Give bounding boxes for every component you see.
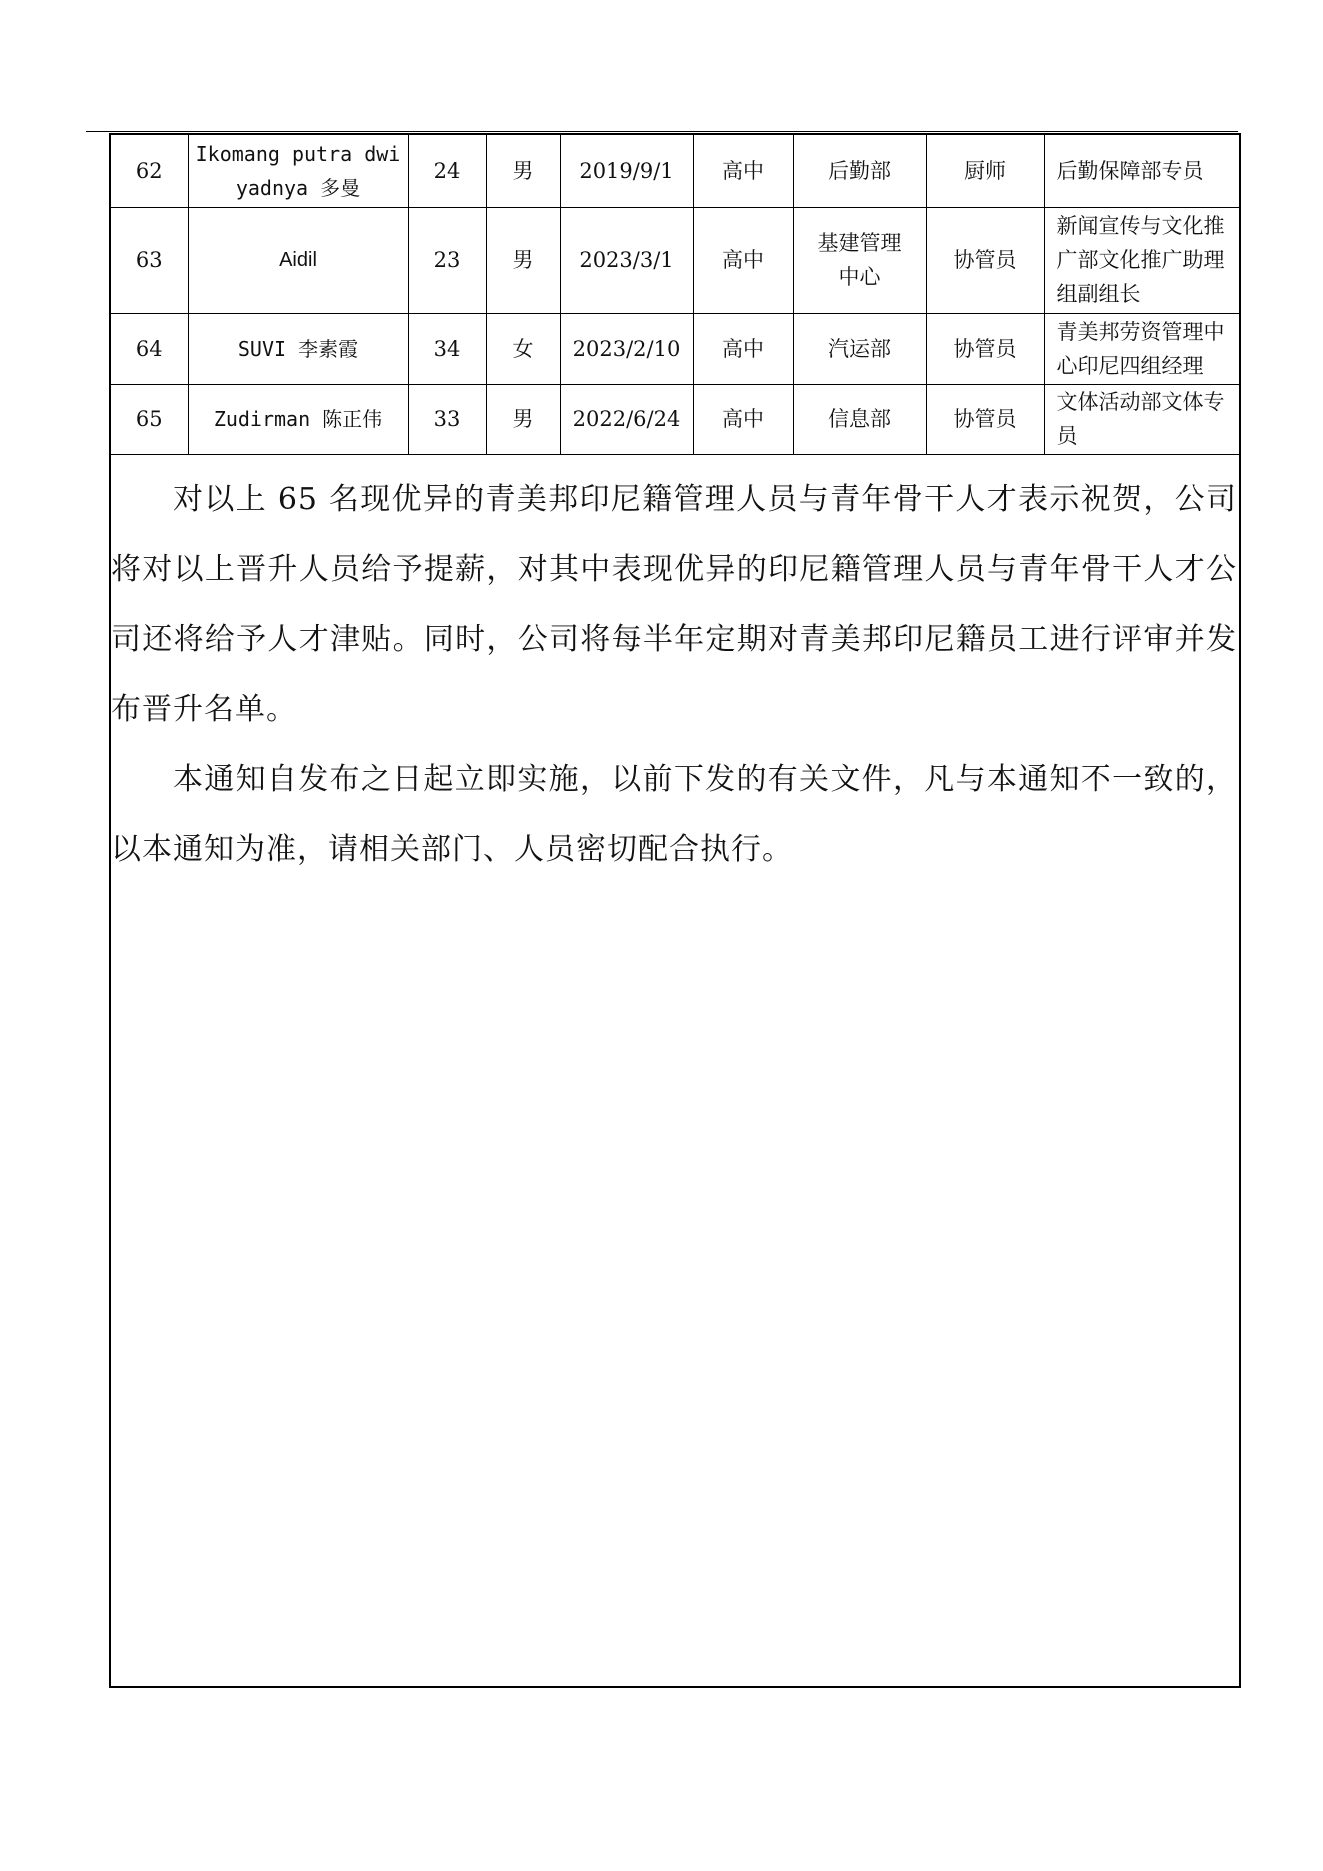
table-row: [111, 135, 1239, 207]
cell-name: SUVI 李素霞: [188, 313, 408, 384]
header-rule: [86, 131, 1238, 132]
document-frame: [109, 133, 1241, 1688]
cell-age: 24: [408, 135, 486, 207]
cell-date: 2022/6/24: [560, 384, 693, 454]
cell-age: 34: [408, 313, 486, 384]
cell-department: 信息部: [793, 384, 926, 454]
cell-age: 23: [408, 207, 486, 313]
cell-name: Zudirman 陈正伟: [188, 384, 408, 454]
cell-date: 2019/9/1: [560, 135, 693, 207]
cell-age: 33: [408, 384, 486, 454]
table-row: [111, 207, 1239, 313]
cell-department: 后勤部: [793, 135, 926, 207]
table-row: [111, 384, 1239, 454]
cell-gender: 男: [486, 384, 560, 454]
cell-role: 协管员: [926, 384, 1044, 454]
cell-new-position: 后勤保障部专员: [1044, 135, 1239, 207]
cell-role: 协管员: [926, 207, 1044, 313]
cell-education: 高中: [693, 384, 793, 454]
promotion-table: [111, 135, 1239, 455]
cell-date: 2023/2/10: [560, 313, 693, 384]
cell-no: 62: [111, 135, 188, 207]
cell-gender: 男: [486, 135, 560, 207]
cell-department: [793, 207, 926, 313]
cell-new-position: 文体活动部文体专员: [1044, 384, 1239, 454]
name-line: Aidil: [279, 249, 317, 271]
paragraph-effective-notice: 本通知自发布之日起立即实施，以前下发的有关文件，凡与本通知不一致的，以本通知为准，请相关部门、人员密切配合执行。: [111, 762, 1237, 867]
paragraph-congratulations: 对以上 65 名现优异的青美邦印尼籍管理人员与青年骨干人才表示祝贺，公司将对以上晋升人员给予提薪，对其中表现优异的印尼籍管理人员与青年骨干人才公司还将给予人才津贴。同时，公司将每半年定期对青美邦印尼籍员工进行评审并发布晋升名单。: [111, 482, 1237, 727]
cell-role: 厨师: [926, 135, 1044, 207]
department-text: 基建管理中心: [817, 231, 902, 289]
cell-new-position: 青美邦劳资管理中心印尼四组经理: [1044, 313, 1239, 384]
cell-name: [188, 207, 408, 313]
name-line: yadnya 多曼: [235, 175, 361, 200]
cell-name: [188, 135, 408, 207]
cell-no: 64: [111, 313, 188, 384]
cell-role: 协管员: [926, 313, 1044, 384]
notice-body: [111, 465, 1237, 885]
cell-no: 65: [111, 384, 188, 454]
name-line: Ikomang putra dwi: [195, 141, 401, 166]
cell-date: 2023/3/1: [560, 207, 693, 313]
cell-no: 63: [111, 207, 188, 313]
table-row: [111, 313, 1239, 384]
cell-education: 高中: [693, 135, 793, 207]
cell-education: 高中: [693, 207, 793, 313]
cell-gender: 男: [486, 207, 560, 313]
cell-department: 汽运部: [793, 313, 926, 384]
cell-education: 高中: [693, 313, 793, 384]
cell-gender: 女: [486, 313, 560, 384]
cell-new-position: 新闻宣传与文化推广部文化推广助理组副组长: [1044, 207, 1239, 313]
